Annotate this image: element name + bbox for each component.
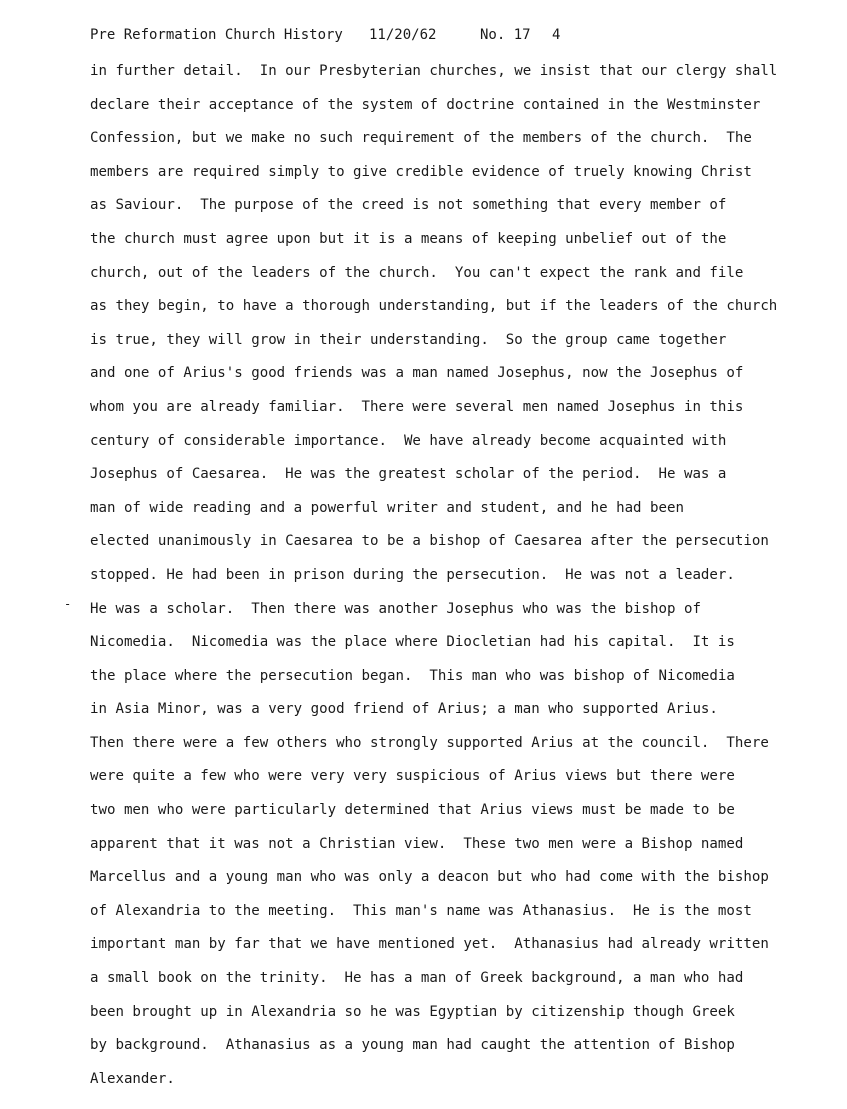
text-line: Josephus of Caesarea. He was the greatest scholar of the period. He was a: [90, 466, 727, 483]
text-line: been brought up in Alexandria so he was Egyptian by citizenship though Greek: [90, 1003, 735, 1020]
body-text: [90, 55, 790, 1096]
text-line: two men who were particularly determined that Arius views must be made to be: [90, 802, 735, 819]
text-line: as Saviour. The purpose of the creed is not something that every member of: [90, 197, 727, 214]
text-line: Then there were a few others who strongly supported Arius at the council. There: [90, 734, 769, 751]
text-line: the place where the persecution began. This man who was bishop of Nicomedia: [90, 667, 735, 684]
text-line: of Alexandria to the meeting. This man's name was Athanasius. He is the most: [90, 902, 752, 919]
text-line: apparent that it was not a Christian view. These two men were a Bishop named: [90, 835, 744, 852]
text-line: is true, they will grow in their understanding. So the group came together: [90, 331, 727, 348]
page-header: [90, 22, 790, 48]
text-line: church, out of the leaders of the church. You can't expect the rank and file: [90, 264, 744, 281]
text-line: declare their acceptance of the system of doctrine contained in the Westminster: [90, 96, 761, 113]
text-line: Nicomedia. Nicomedia was the place where Diocletian had his capital. It is: [90, 634, 735, 651]
text-line: man of wide reading and a powerful writer and student, and he had been: [90, 499, 684, 516]
text-line: Marcellus and a young man who was only a deacon but who had come with the bishop: [90, 869, 769, 886]
text-line: in further detail. In our Presbyterian churches, we insist that our clergy shall: [90, 63, 778, 79]
text-line: the church must agree upon but it is a means of keeping unbelief out of the: [90, 230, 727, 247]
text-line: century of considerable importance. We have already become acquainted with: [90, 432, 727, 449]
text-line: in Asia Minor, was a very good friend of Arius; a man who supported Arius.: [90, 701, 718, 718]
text-line: members are required simply to give credible evidence of truely knowing Christ: [90, 163, 752, 180]
text-line: were quite a few who were very very suspicious of Arius views but there were: [90, 768, 735, 785]
text-line: elected unanimously in Caesarea to be a bishop of Caesarea after the persecution: [90, 533, 769, 550]
text-line: whom you are already familiar. There were several men named Josephus in this: [90, 398, 744, 415]
header-title: Pre Reformation Church History: [90, 27, 343, 43]
text-line: He was a scholar. Then there was another Josephus who was the bishop of: [90, 600, 701, 617]
text-line: important man by far that we have mentioned yet. Athanasius had already written: [90, 936, 769, 953]
margin-mark: -: [64, 597, 72, 611]
text-line: as they begin, to have a thorough understanding, but if the leaders of the church: [90, 298, 778, 315]
text-line: Alexander.: [90, 1070, 175, 1087]
header-page-number: 4: [552, 27, 561, 43]
text-line: stopped. He had been in prison during the persecution. He was not a leader.: [90, 566, 735, 583]
text-line: Confession, but we make no such requirement of the members of the church. The: [90, 130, 752, 147]
header-lecture-number: No. 17: [480, 27, 531, 43]
text-line: by background. Athanasius as a young man had caught the attention of Bishop: [90, 1037, 735, 1054]
text-line: and one of Arius's good friends was a man named Josephus, now the Josephus of: [90, 365, 744, 382]
header-date: 11/20/62: [369, 27, 437, 43]
text-line: a small book on the trinity. He has a man of Greek background, a man who had: [90, 970, 744, 987]
